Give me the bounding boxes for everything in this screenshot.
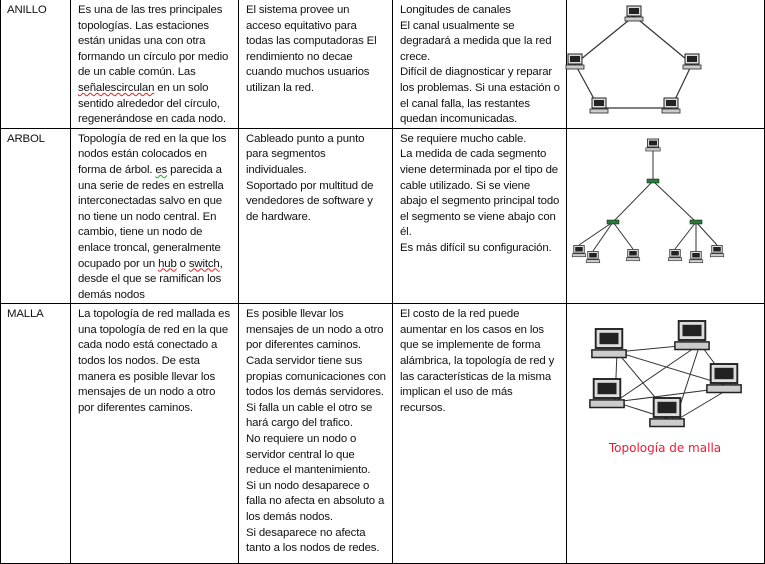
advantage-text: No requiere un nodo o servidor central lo que reduce el mantenimiento. [246, 433, 371, 477]
diagram-cell [567, 304, 765, 564]
switch-icon [647, 179, 659, 183]
computer-icon [675, 321, 709, 350]
keyboard [650, 419, 684, 427]
network-cable [675, 222, 696, 249]
table-row-malla [1, 304, 765, 564]
keyboard [625, 17, 643, 21]
advantage-text: Si falla un cable el otro se hará cargo del trafico. [246, 401, 373, 430]
screen [715, 368, 734, 379]
disadvantage-text: El costo de la red puede aumentar en los casos en los que se implemente de forma alámbrica, la topología de red y las características de la misma implican el uso de más recursos. [400, 308, 555, 414]
screen [575, 247, 583, 252]
table-row-anillo [1, 0, 765, 128]
mesh-diagram-caption: Topología de malla [608, 441, 722, 456]
tree-topology-diagram [567, 129, 763, 281]
advantage-text: Soportado por multitud de vendedores de software y de hardware. [246, 179, 374, 223]
keyboard [668, 258, 682, 261]
screen [666, 100, 676, 106]
computer-icon [626, 249, 640, 260]
keyboard [586, 260, 600, 263]
computer-icon [646, 139, 660, 151]
advantage-text: Si desaparece no afecta tanto a los nodos de redes. [246, 526, 380, 555]
switch-icon [690, 220, 702, 224]
network-cable [593, 222, 613, 251]
screen [649, 140, 657, 145]
disadvantage-text: El canal usualmente se degradará a medida que la red crece. [400, 19, 552, 63]
computer-icon [572, 245, 586, 256]
network-cable [634, 16, 692, 64]
disadvantages-cell [393, 128, 567, 304]
description-cell [71, 128, 239, 304]
computer-icon [650, 398, 684, 427]
topology-name: MALLA [1, 304, 71, 564]
screen [589, 253, 597, 258]
network-cable [653, 181, 696, 222]
advantage-text: El sistema provee un acceso equitativo para todas las computadoras El rendimiento no decae cuando muchos usuarios utilizan la red. [246, 4, 377, 94]
screen [692, 253, 700, 258]
keyboard [662, 109, 680, 113]
screen [713, 247, 721, 252]
computer-icon [590, 98, 608, 113]
advantage-text: Cada servidor tiene sus propias comunicaciones con todos los demás servidores. [246, 355, 386, 399]
screen [629, 251, 637, 256]
computer-icon [590, 379, 624, 408]
keyboard [689, 260, 703, 263]
network-cable [696, 222, 717, 245]
keyboard [590, 109, 608, 113]
computer-icon [592, 329, 626, 358]
screen [629, 8, 639, 14]
disadvantage-text: Se requiere mucho cable. [400, 132, 527, 145]
screen [658, 402, 677, 413]
screen [600, 333, 619, 344]
keyboard [707, 385, 741, 393]
computer-icon [668, 249, 682, 260]
keyboard [710, 254, 724, 257]
advantage-text: Cableado punto a punto para segmentos individuales. [246, 132, 365, 176]
keyboard [592, 350, 626, 358]
computer-icon [662, 98, 680, 113]
switch-icon [607, 220, 619, 224]
advantages-cell [239, 304, 393, 564]
network-cable [613, 181, 653, 222]
computer-icon [625, 6, 643, 21]
table-row-arbol [1, 128, 765, 304]
network-cable [575, 16, 634, 64]
screen [594, 100, 604, 106]
keyboard [683, 65, 701, 69]
computer-icon [689, 251, 703, 262]
disadvantages-cell [393, 304, 567, 564]
keyboard [675, 342, 709, 350]
keyboard [646, 148, 660, 151]
screen [687, 56, 697, 62]
advantage-text: Si un nodo desaparece o falla no afecta en absoluto a los demás nodos. [246, 479, 385, 523]
network-cable [579, 222, 613, 245]
advantages-cell [239, 128, 393, 304]
description-cell [71, 0, 239, 128]
keyboard [566, 65, 584, 69]
advantages-cell [239, 0, 393, 128]
description-cell [71, 304, 239, 564]
network-cable [613, 222, 633, 249]
computer-icon [710, 245, 724, 256]
advantage-text: Es posible llevar los mensajes de un nodo a otro por diferentes caminos. [246, 308, 384, 352]
screen [570, 56, 580, 62]
computer-icon [707, 364, 741, 393]
topology-name: ARBOL [1, 128, 71, 304]
diagram-cell [567, 0, 765, 128]
disadvantage-text: Difícil de diagnosticar y reparar los problemas. Si una estación o el canal falla, las restantes quedan incomunicadas. [400, 66, 560, 126]
disadvantage-text: Longitudes de canales [400, 4, 511, 16]
screen [598, 383, 617, 394]
description-text: Es una de las tres principales topologías. Las estaciones están unidas una con otra formando un círculo por medio de un cable común. Las señalescirculan en un solo sentido alrededor del círculo, regenerándose en cada nodo. [78, 4, 229, 126]
screen [683, 325, 702, 336]
description-text: La topología de red mallada es una topología de red en la que cada nodo está conectado a todos los nodos. De esta manera es posible llevar los mensajes de un nodo a otro por diferentes caminos. [78, 308, 230, 414]
keyboard [590, 400, 624, 408]
keyboard [572, 254, 586, 257]
description-text: Topología de red en la que los nodos están colocados en forma de árbol. es parecida a una serie de redes en estrella interconectadas salvo en que no tiene un nodo central. En cambio, tiene un nodo de enlace troncal, generalmente ocupado por un hub o switch, desde el que se ramifican los demás nodos [78, 132, 227, 301]
screen [671, 251, 679, 256]
disadvantages-cell [393, 0, 567, 128]
disadvantage-text: La medida de cada segmento viene determinada por el tipo de cable utilizado. Si se viene abajo el segmento principal todo el segmento se viene abajo con él. [400, 148, 560, 239]
diagram-cell [567, 128, 765, 304]
topology-name: ANILLO [1, 0, 71, 128]
computer-icon [586, 251, 600, 262]
ring-topology-diagram [567, 0, 763, 122]
computer-icon [566, 54, 584, 69]
disadvantage-text: Es más difícil su configuración. [400, 241, 552, 254]
keyboard [626, 258, 640, 261]
computer-icon [683, 54, 701, 69]
